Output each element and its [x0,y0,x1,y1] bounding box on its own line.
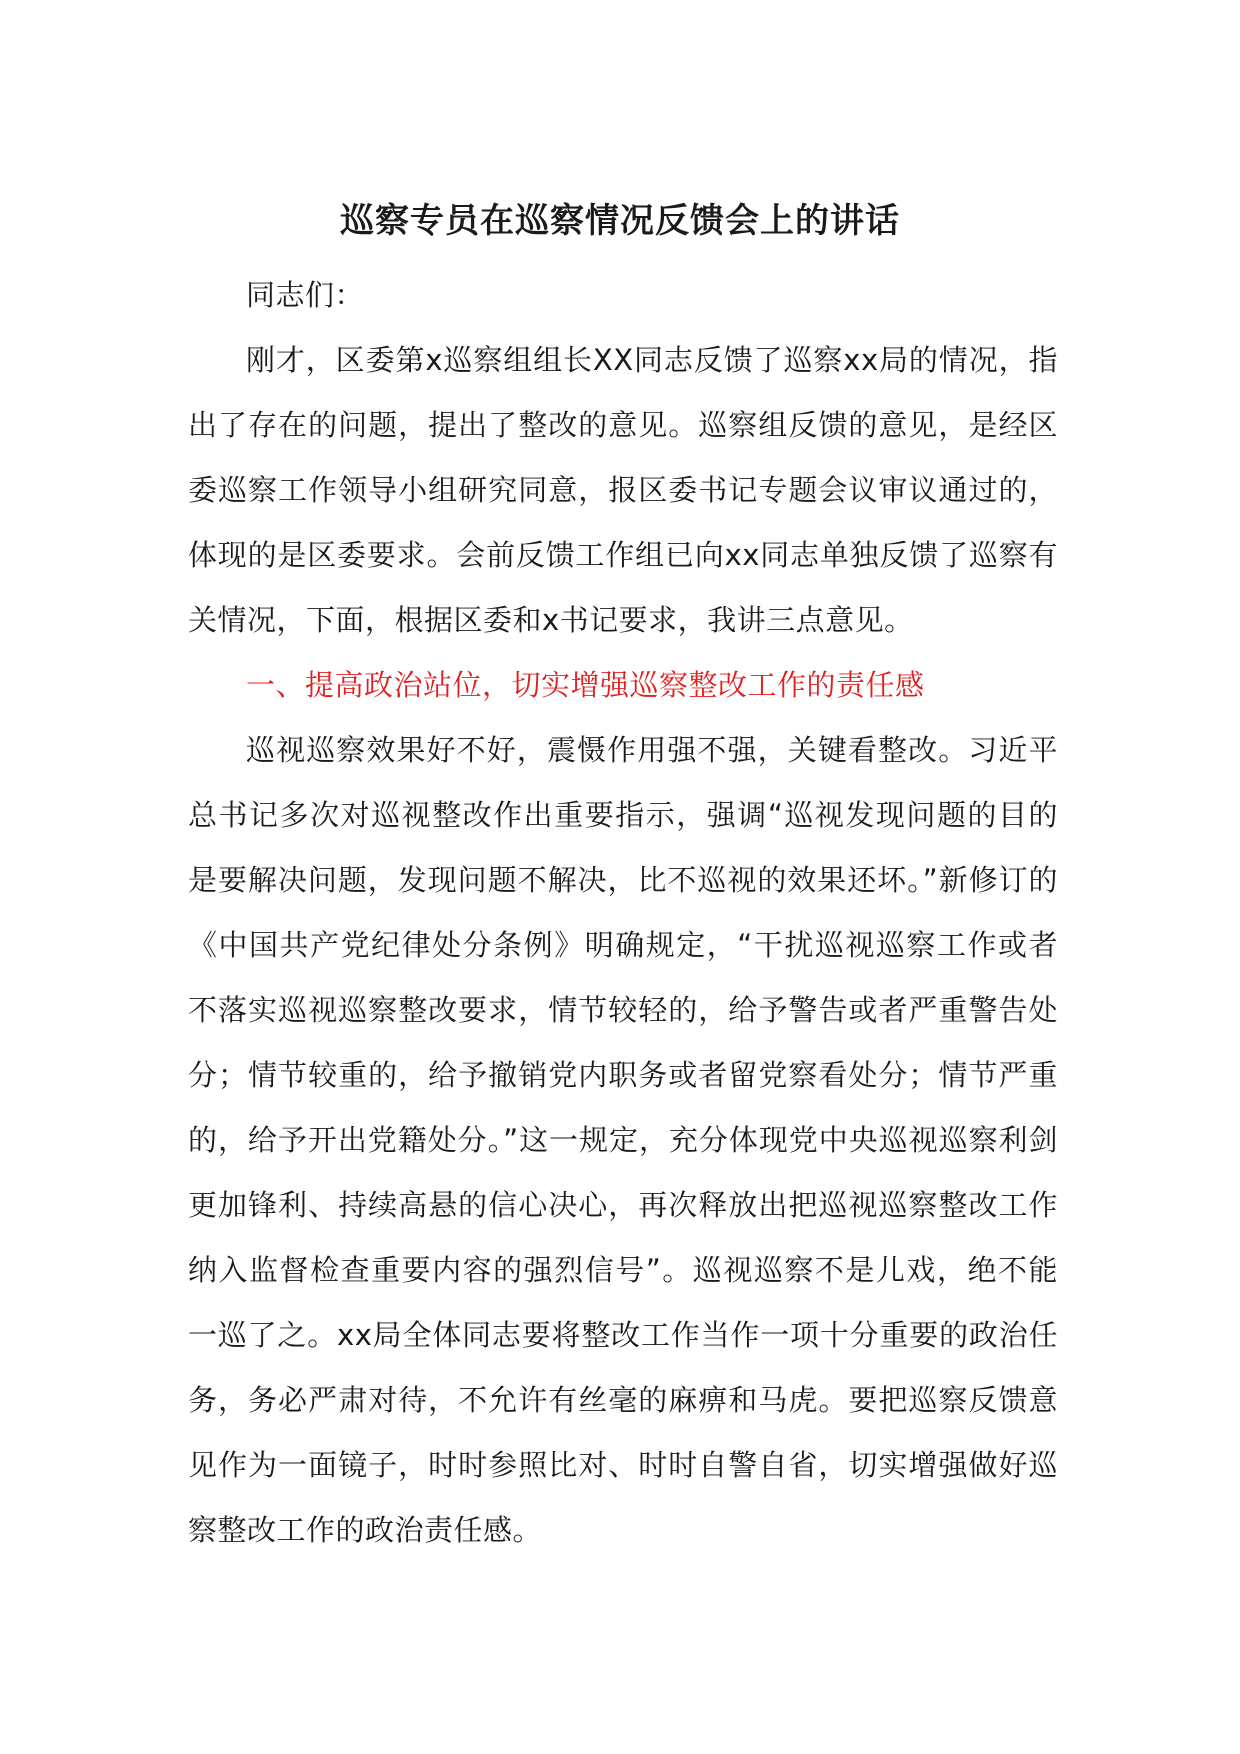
intro-paragraph: 刚才，区委第x巡察组组长XX同志反馈了巡察xx局的情况，指出了存在的问题，提出了整改的意见。巡察组反馈的意见，是经区委巡察工作领导小组研究同意，报区委书记专题会议审议通过的，体现的是区委要求。会前反馈工作组已向xx同志单独反馈了巡察有关情况，下面，根据区委和x书记要求，我讲三点意见。 [188,343,1058,637]
salutation: 同志们： [246,278,365,312]
section-heading: 一、提高政治站位，切实增强巡察整改工作的责任感 [246,668,925,702]
section-paragraph: 巡视巡察效果好不好，震慑作用强不强，关键看整改。习近平总书记多次对巡视整改作出重要指示，强调“巡视发现问题的目的是要解决问题，发现问题不解决，比不巡视的效果还坏。”新修订的《中国共产党纪律处分条例》明确规定，“干扰巡视巡察工作或者不落实巡视巡察整改要求，情节较轻的，给予警告或者严重警告处分；情节较重的，给予撤销党内职务或者留党察看处分；情节严重的，给予开出党籍处分。”这一规定，充分体现党中央巡视巡察利剑更加锋利、持续高悬的信心决心，再次释放出把巡视巡察整改工作纳入监督检查重要内容的强烈信号”。巡视巡察不是儿戏，绝不能一巡了之。xx局全体同志要将整改工作当作一项十分重要的政治任务，务必严肃对待，不允许有丝毫的麻痹和马虎。要把巡察反馈意见作为一面镜子，时时参照比对、时时自警自省，切实增强做好巡察整改工作的政治责任感。 [188,733,1058,1547]
document-title: 巡察专员在巡察情况反馈会上的讲话 [340,201,900,241]
document-body [188,263,1058,1563]
